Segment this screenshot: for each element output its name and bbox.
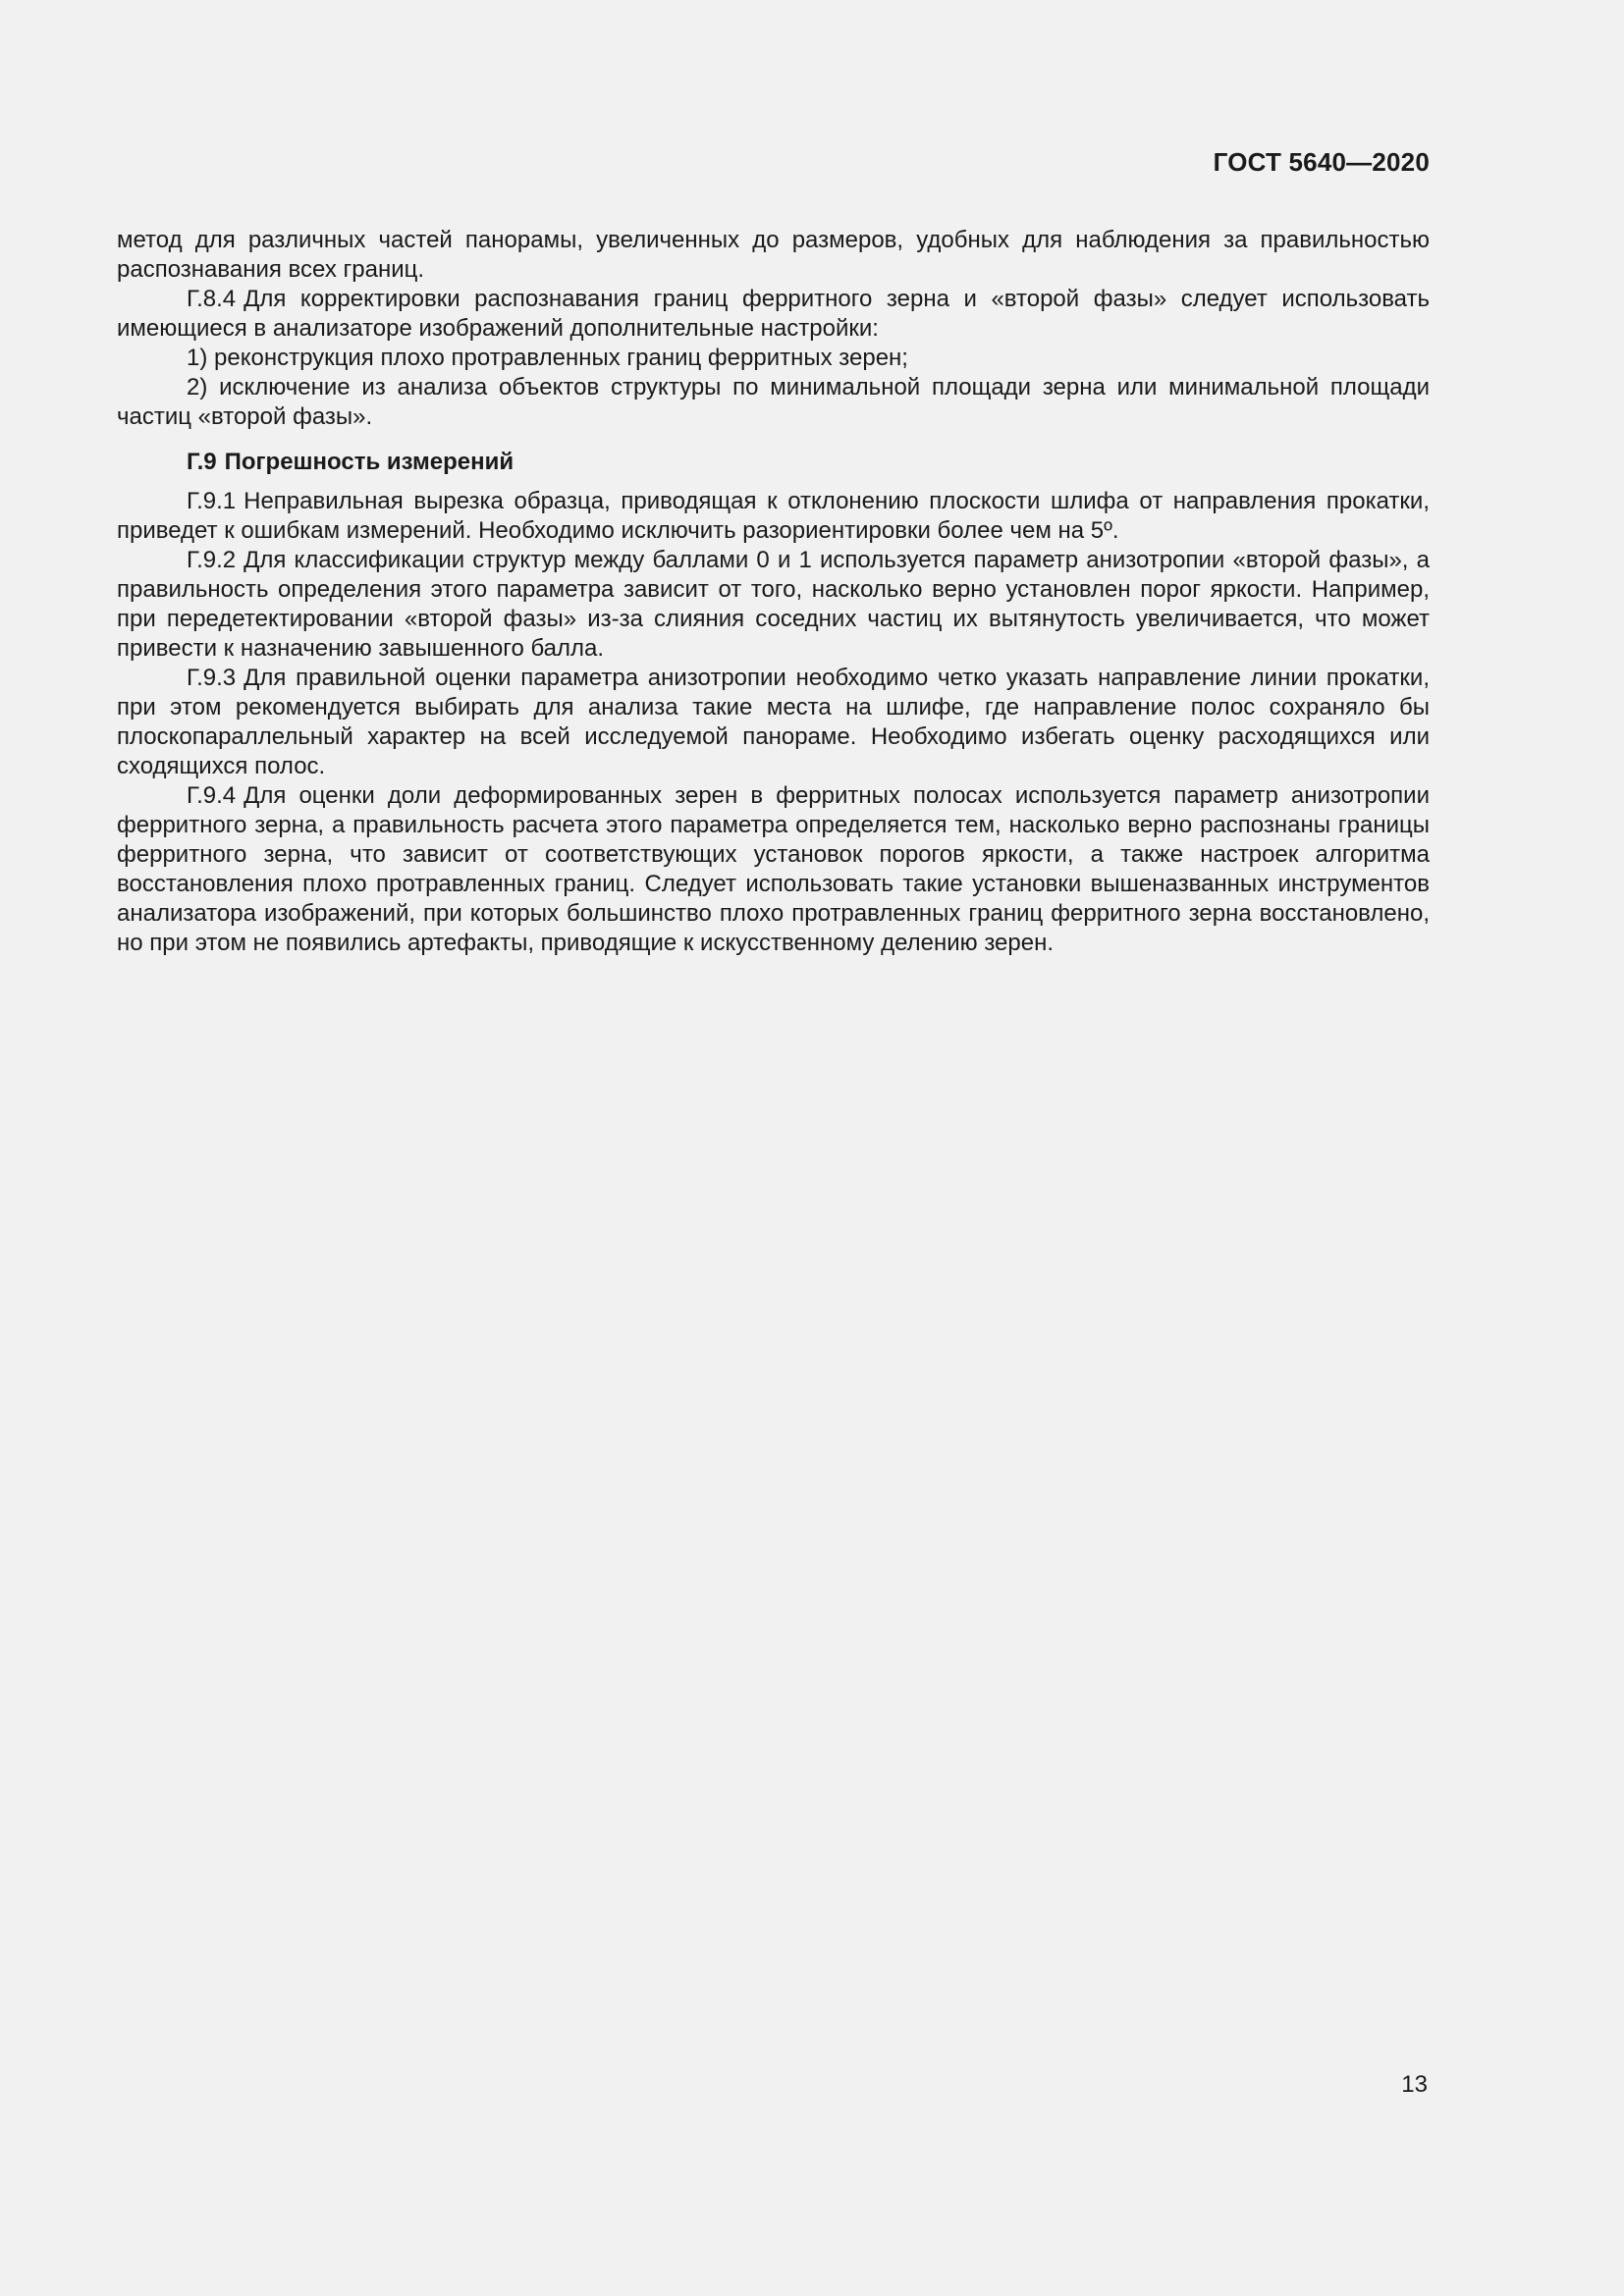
list-item-text: 2) исключение из анализа объектов структуры по минимальной площади зерна или минимальной площади частиц «второй фазы».	[117, 374, 1430, 430]
document-code-header: ГОСТ 5640—2020	[1213, 147, 1430, 177]
paragraph-text: Для оценки доли деформированных зерен в ферритных полосах используется параметр анизотропии ферритного зерна, а правильность расчета этого параметра определяется тем, насколько верно распознаны границы ферритного зерна, что зависит от соответствующих установок порогов яркости, а также настроек алгоритма восстановления плохо протравленных границ. Следует использовать такие установки вышеназванных инструментов анализатора изображений, при которых большинство плохо протравленных границ ферритного зерна восстановлено, но при этом не появились артефакты, приводящие к искусственному делению зерен.	[117, 782, 1430, 956]
section-title: Погрешность измерений	[224, 449, 514, 475]
document-body	[117, 226, 1430, 958]
clause-number: Г.9.1	[187, 488, 237, 514]
list-item-1	[117, 344, 1430, 373]
paragraph-text: Для корректировки распознавания границ ферритного зерна и «второй фазы» следует использовать имеющиеся в анализаторе изображений дополнительные настройки:	[117, 286, 1430, 342]
page-number: 13	[1401, 2071, 1428, 2098]
clause-g-9-4	[117, 781, 1430, 958]
paragraph-text: метод для различных частей панорамы, увеличенных до размеров, удобных для наблюдения за правильностью распознавания всех границ.	[117, 227, 1430, 283]
clause-number: Г.9.3	[187, 665, 237, 691]
list-item-2	[117, 373, 1430, 432]
paragraph-continuation	[117, 226, 1430, 285]
clause-g-9-2	[117, 546, 1430, 664]
clause-g-9-1	[117, 487, 1430, 546]
section-number: Г.9	[187, 449, 217, 475]
paragraph-text: Для правильной оценки параметра анизотропии необходимо четко указать направление линии прокатки, при этом рекомендуется выбирать для анализа такие места на шлифе, где направление полос сохраняло бы плоскопараллельный характер на всей исследуемой панораме. Необходимо избегать оценку расходящихся или сходящихся полос.	[117, 665, 1430, 779]
list-item-text: 1) реконструкция плохо протравленных границ ферритных зерен;	[187, 345, 908, 371]
clause-g-8-4	[117, 285, 1430, 344]
clause-g-9-3	[117, 664, 1430, 781]
clause-number: Г.9.2	[187, 547, 237, 573]
section-heading-g-9	[117, 448, 1430, 477]
clause-number: Г.8.4	[187, 286, 237, 312]
paragraph-text: Для классификации структур между баллами 0 и 1 используется параметр анизотропии «второй фазы», а правильность определения этого параметра зависит от того, насколько верно установлен порог яркости. Например, при передетектировании «второй фазы» из-за слияния соседних частиц их вытянутость увеличивается, что может привести к назначению завышенного балла.	[117, 547, 1430, 662]
clause-number: Г.9.4	[187, 782, 237, 809]
paragraph-text: Неправильная вырезка образца, приводящая к отклонению плоскости шлифа от направления прокатки, приведет к ошибкам измерений. Необходимо исключить разориентировки более чем на 5º.	[117, 488, 1430, 544]
